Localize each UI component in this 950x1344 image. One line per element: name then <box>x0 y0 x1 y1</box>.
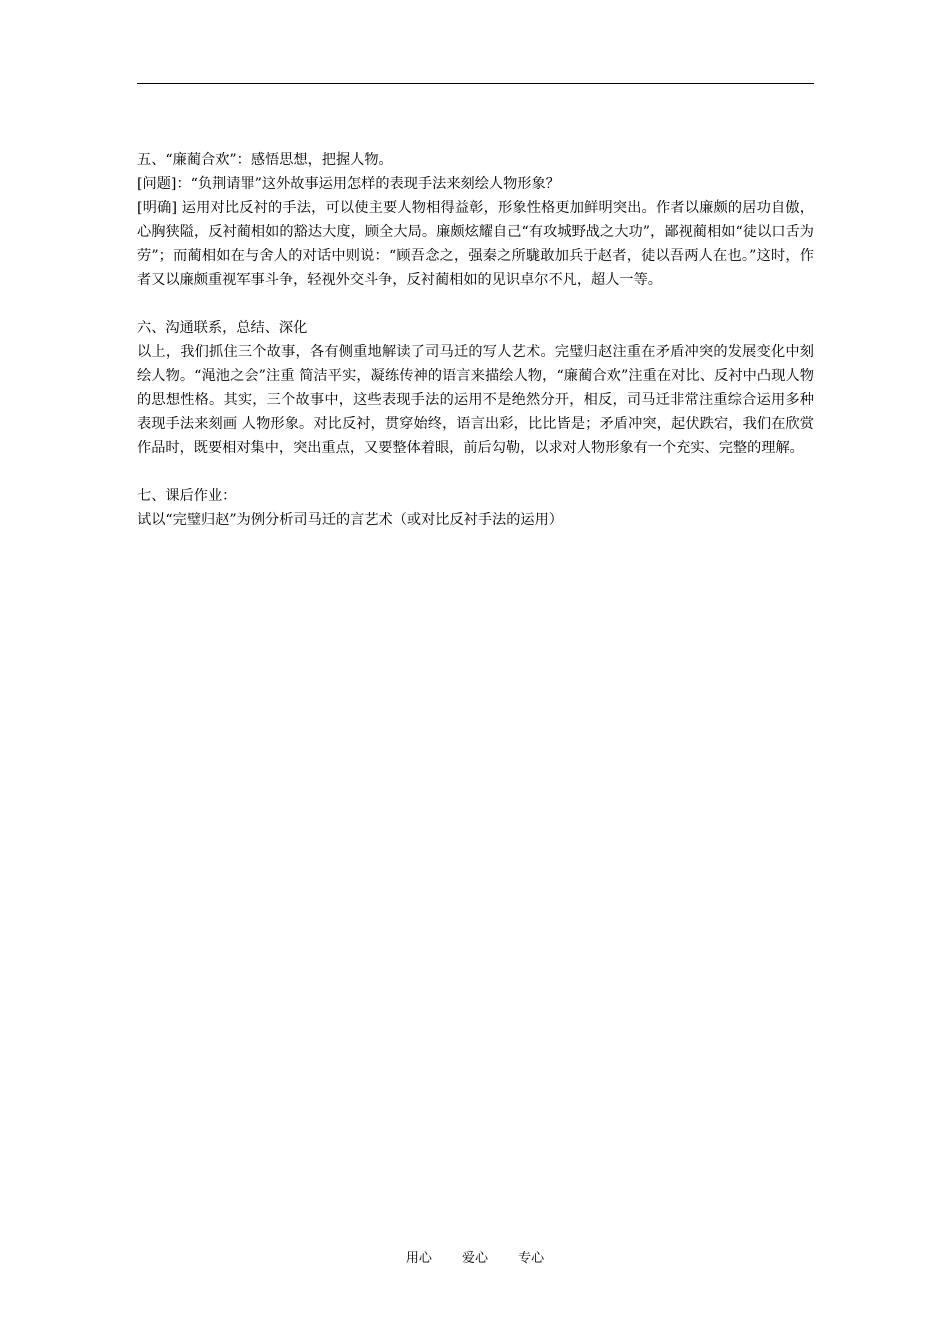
section-7-body: 试以“完璧归赵”为例分析司马迁的言艺术（或对比反衬手法的运用） <box>137 512 563 528</box>
footer-item: 爱心 <box>461 1251 488 1266</box>
section-6-heading: 六、沟通联系，总结、深化 <box>137 320 308 336</box>
paragraph-gap <box>137 460 814 484</box>
section-7-heading: 七、课后作业： <box>137 488 237 504</box>
section-5-question: [问题]：“负荆请罪”这外故事运用怎样的表现手法来刻绘人物形象？ <box>137 176 560 192</box>
document-body <box>137 148 814 532</box>
footer-item: 专心 <box>518 1251 545 1266</box>
header-rule <box>137 83 814 84</box>
footer-item: 用心 <box>405 1251 432 1266</box>
page-footer <box>0 1249 950 1269</box>
section-5-answer: [明确] 运用对比反衬的手法，可以使主要人物相得益彰，形象性格更加鲜明突出。作者以廉颇的居功自傲，心胸狭隘，反衬蔺相如的豁达大度，顾全大局。廉颇炫耀自己“有攻城野战之大功”，鄙视蔺相如“徒以口舌为劳”；而蔺相如在与舍人的对话中则说：“顾吾念之，强秦之所駹敢加兵于赵者，徒以吾两人在也。”这时，作者又以廉颇重视军事斗争，轻视外交斗争，反衬蔺相如的见识卓尔不凡，超人一等。 <box>137 200 814 288</box>
section-5-heading: 五、“廉蔺合欢”：感悟思想，把握人物。 <box>137 152 393 168</box>
section-6-body: 以上，我们抓住三个故事，各有侧重地解读了司马迁的写人艺术。完璧归赵注重在矛盾冲突的发展变化中刻绘人物。“渑池之会”注重 简洁平实，凝练传神的语言来描绘人物，“廉蔺合欢”注重在对比、反衬中凸现人物的思想性格。其实，三个故事中，这些表现手法的运用不是绝然分开，相反，司马迁非常注重综合运用多种表现手法来刻画 人物形象。对比反衬，贯穿始终，语言出彩，比比皆是；矛盾冲突，起伏跌宕，我们在欣赏作品时，既要相对集中，突出重点，又要整体着眼，前后勾勒，以求对人物形象有一个充实、完整的理解。 <box>137 344 814 456</box>
paragraph-gap <box>137 292 814 316</box>
